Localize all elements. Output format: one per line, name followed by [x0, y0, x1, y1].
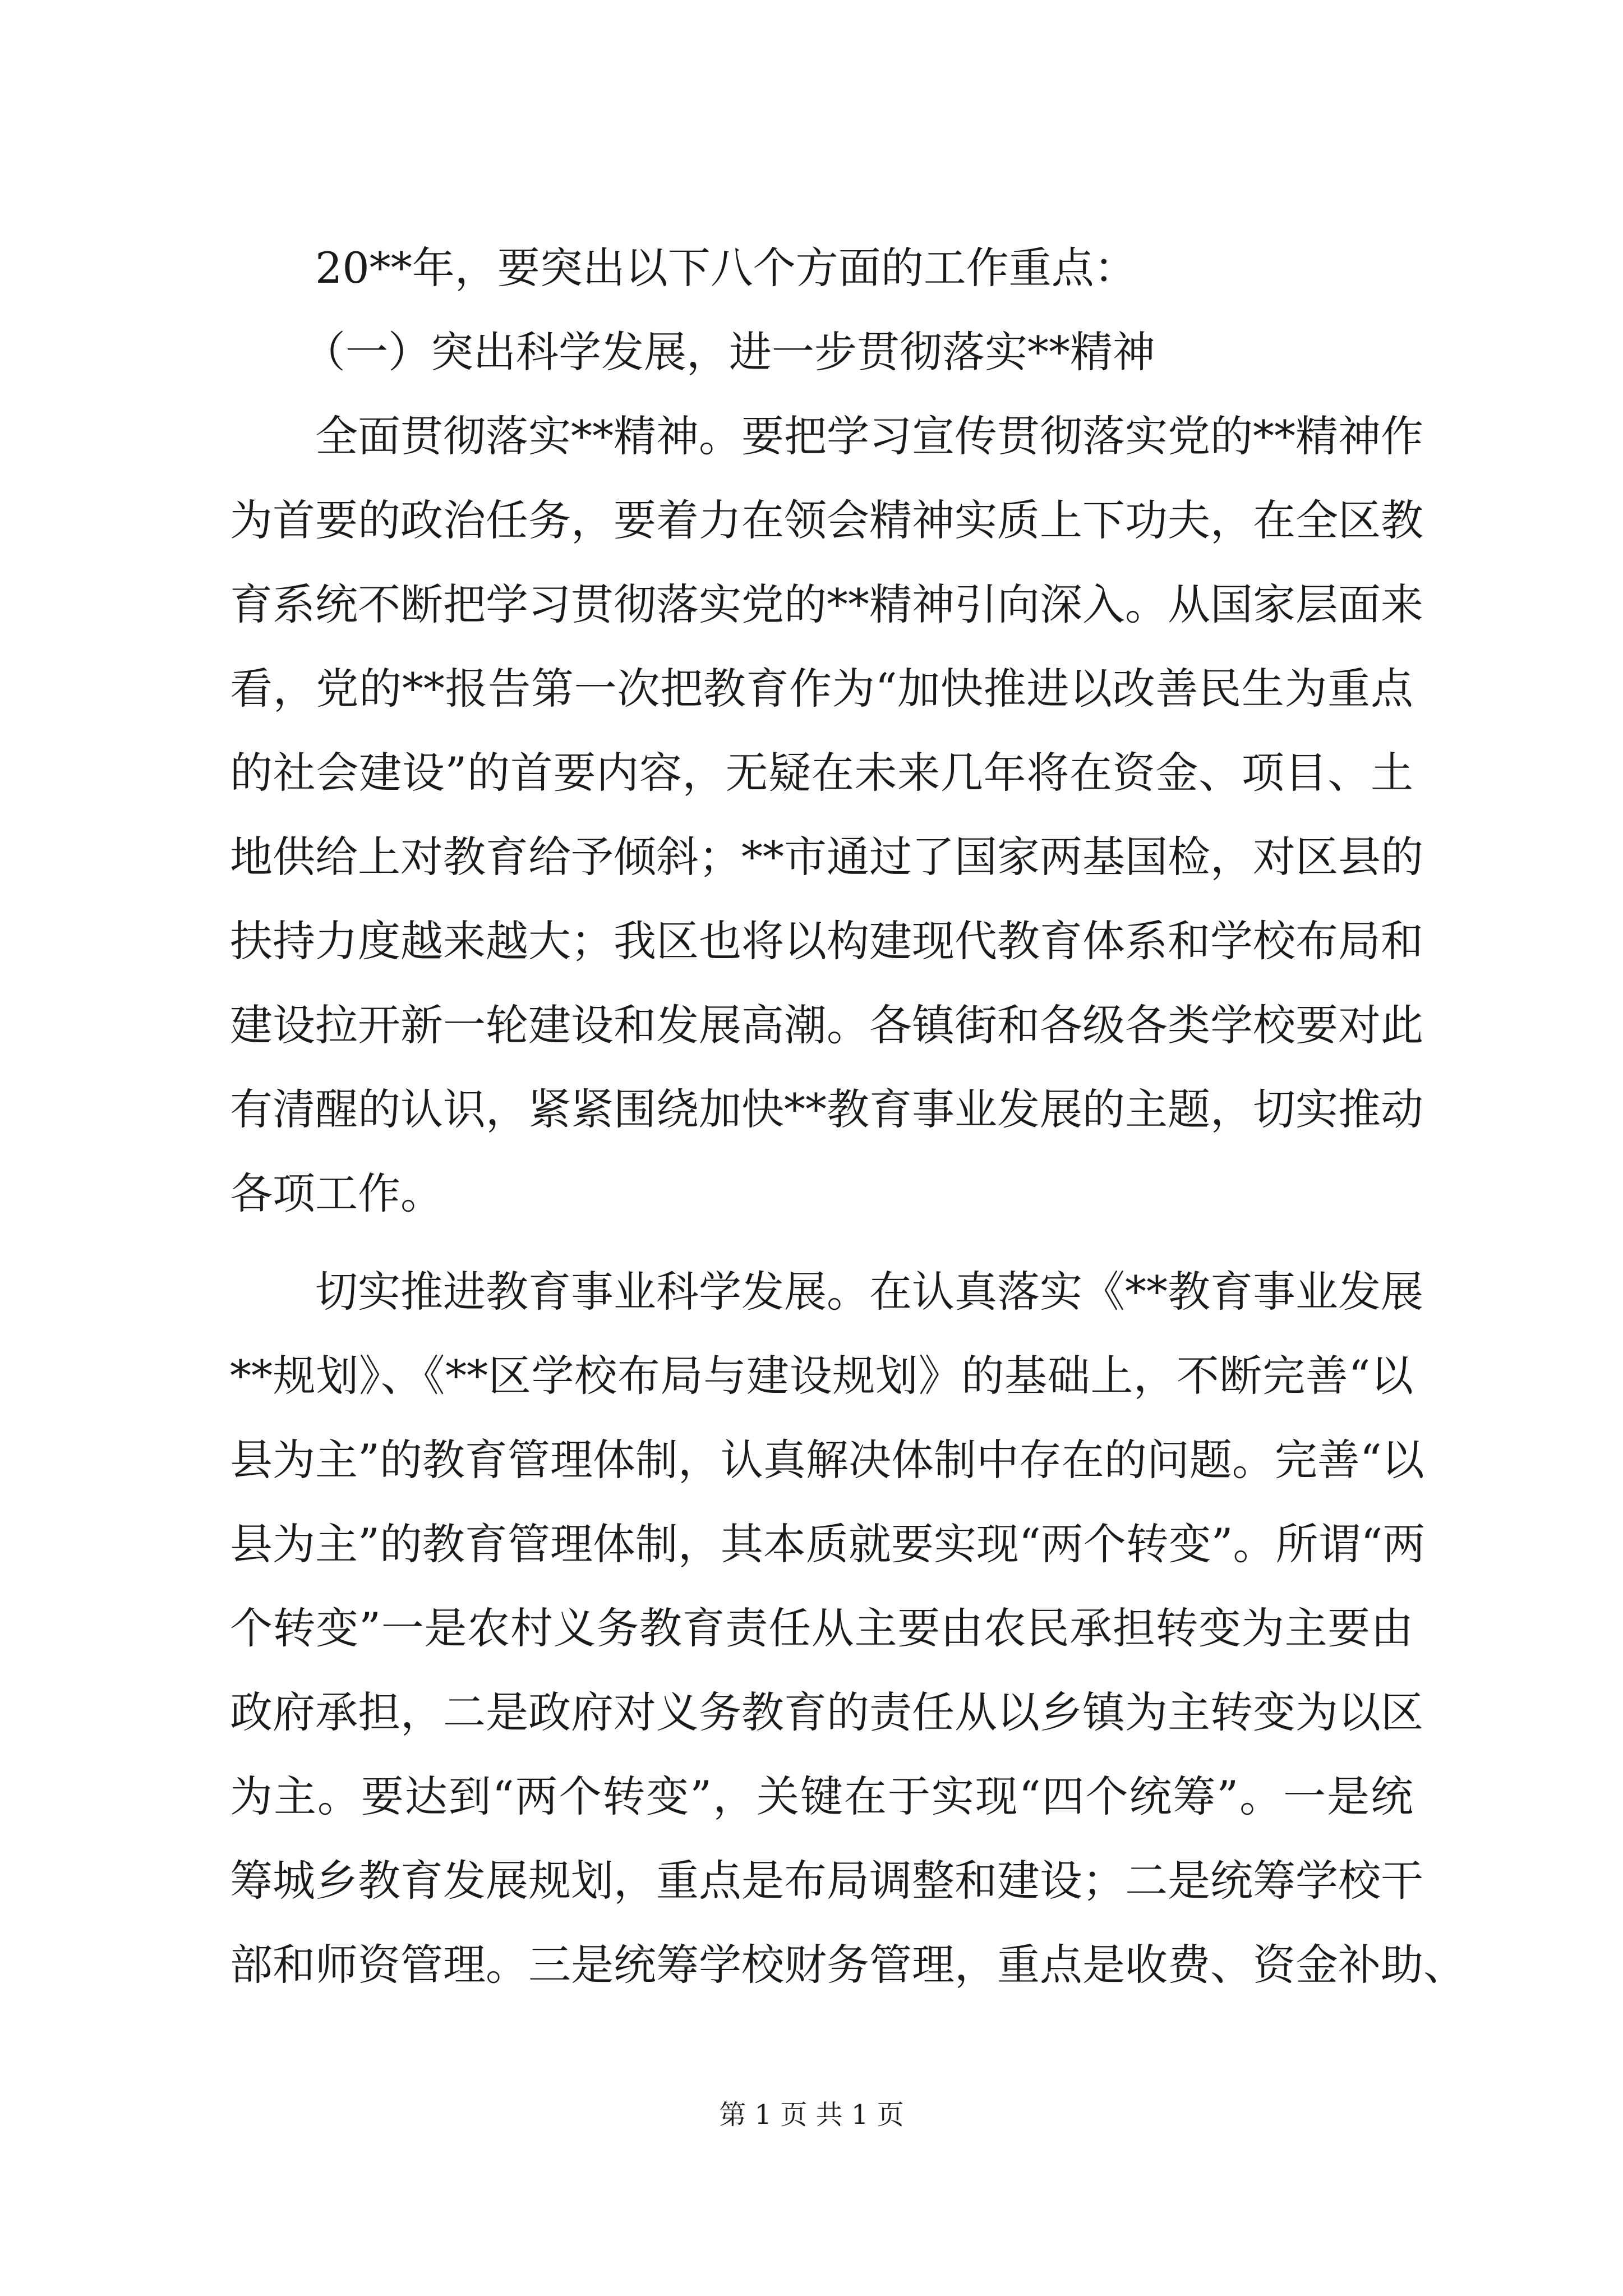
paragraph-2-line-3: 县为主”的教育管理体制，认真解决体制中存在的问题。完善“以 [230, 1435, 1424, 1485]
intro-line: 20**年，要突出以下八个方面的工作重点： [315, 243, 1137, 293]
paragraph-1-line-10: 各项工作。 [230, 1168, 443, 1218]
paragraph-1-line-8: 建设拉开新一轮建设和发展高潮。各镇街和各级各类学校要对此 [230, 1000, 1423, 1050]
page-number-footer: 第 1 页 共 1 页 [719, 2099, 904, 2131]
paragraph-2-line-9: 部和师资管理。三是统筹学校财务管理，重点是收费、资金补助、 [230, 1940, 1466, 1990]
paragraph-2-line-6: 政府承担，二是政府对义务教育的责任从以乡镇为主转变为以区 [230, 1687, 1423, 1737]
paragraph-1-line-5: 的社会建设”的首要内容，无疑在未来几年将在资金、项目、土 [230, 748, 1413, 798]
paragraph-2-line-5: 个转变”一是农村义务教育责任从主要由农民承担转变为主要由 [230, 1603, 1413, 1653]
paragraph-2-line-2: **规划》、《**区学校布局与建设规划》的基础上，不断完善“以 [230, 1351, 1413, 1401]
paragraph-1-line-4: 看，党的**报告第一次把教育作为“加快推进以改善民生为重点 [230, 664, 1413, 714]
paragraph-1-line-9: 有清醒的认识，紧紧围绕加快**教育事业发展的主题，切实推动 [230, 1084, 1423, 1134]
paragraph-2-line-7: 为主。要达到“两个转变”，关键在于实现“四个统筹”。一是统 [230, 1772, 1413, 1821]
paragraph-2-line-1: 切实推进教育事业科学发展。在认真落实《**教育事业发展 [315, 1267, 1423, 1317]
paragraph-1-line-2: 为首要的政治任务，要着力在领会精神实质上下功夫，在全区教 [230, 495, 1423, 545]
paragraph-2-line-8: 筹城乡教育发展规划，重点是布局调整和建设；二是统筹学校干 [230, 1856, 1423, 1906]
paragraph-1-line-6: 地供给上对教育给予倾斜；**市通过了国家两基国检，对区县的 [230, 832, 1423, 882]
paragraph-1-line-1: 全面贯彻落实**精神。要把学习宣传贯彻落实党的**精神作 [315, 411, 1423, 461]
paragraph-2-line-4: 县为主”的教育管理体制，其本质就要实现“两个转变”。所谓“两 [230, 1519, 1426, 1569]
paragraph-1-line-7: 扶持力度越来越大；我区也将以构建现代教育体系和学校布局和 [230, 916, 1423, 966]
paragraph-1-line-3: 育系统不断把学习贯彻落实党的**精神引向深入。从国家层面来 [230, 579, 1423, 629]
section-heading: （一）突出科学发展，进一步贯彻落实**精神 [303, 327, 1155, 377]
